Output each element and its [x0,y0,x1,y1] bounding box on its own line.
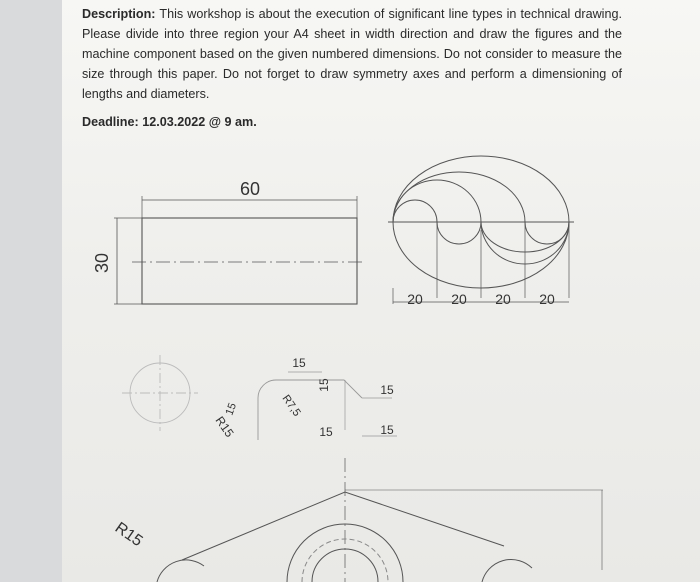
deadline-label: Deadline: [82,115,139,129]
figure-circle-set [122,355,397,440]
left-boss-arc [157,560,204,582]
worksheet-page [62,0,700,582]
d15-right-label-2: 15 [380,423,394,437]
r15-label-small: R15 [212,413,237,440]
d15-top-label: 15 [292,356,306,370]
figure-ellipse [388,156,574,304]
d15-right-label-1: 15 [380,383,394,397]
height-dimension-text: 30 [92,252,112,274]
ellipse-dim-3: 20 [495,291,511,307]
ellipse-dim-1: 20 [407,291,423,307]
figure-rectangle [114,196,362,304]
ellipse-dim-4: 20 [539,291,555,307]
rectangle-outline [142,218,357,304]
d15-mid-label: 15 [319,425,333,439]
component-outline [182,492,504,560]
r75-label: R7,5 [279,392,303,419]
d15-vertical-label: 15 [317,378,331,392]
width-dimension-text: 60 [239,179,261,199]
technical-drawings [62,0,700,582]
deadline-value: 12.03.2022 @ 9 am. [142,115,257,129]
right-boss-arc [482,559,532,582]
machine-component [157,458,603,582]
ellipse-dim-2: 20 [451,291,467,307]
d15-label-rotated: 15 [223,401,240,418]
description-label: Description: [82,7,156,21]
description-text: This workshop is about the execution of significant line types in technical drawing. Please divide into three region your A4 sheet in width direction and draw the figures and the machine component based on the given numbered dimensions. Do not consider to measure the size through this paper. Do not forget to draw symmetry axes and perform a dimensioning of lengths and diameters. [82,7,622,101]
component-r15-label: R15 [111,519,146,551]
